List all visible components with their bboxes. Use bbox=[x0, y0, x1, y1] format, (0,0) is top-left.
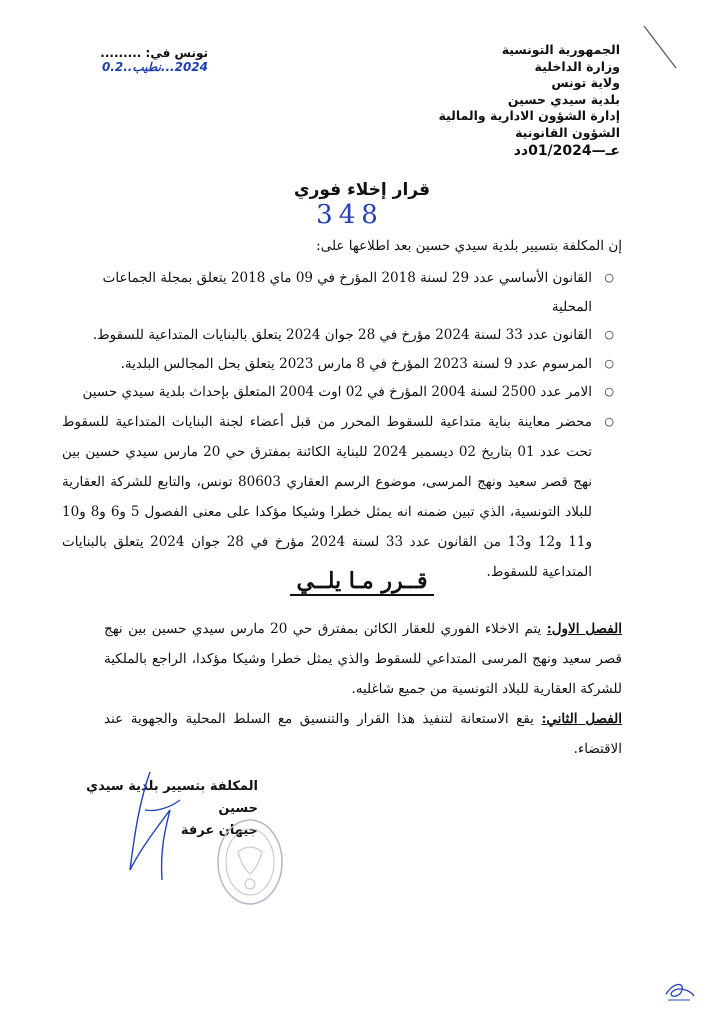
list-item-text: القانون عدد 33 لسنة 2024 مؤرخ في 28 جوان 2024 يتعلق بالبنايات المتداعية للسقوط. bbox=[92, 327, 592, 343]
letterhead-line: وزارة الداخلية bbox=[534, 58, 620, 74]
list-item-text: محضر معاينة بناية متداعية للسقوط المحرر من قبل أعضاء لجنة البنايات المتداعية للسقوط تحت عدد 01 بتاريخ 02 ديسمبر 2024 للبناية الكائنة بمفترق حي 20 مارس سيدي حسين بين نهج قصر سعيد ونهج المرسى، موضوع الرسم العقاري 80603 تونس، والتابع للشركة العقارية للبلاد التونسية، الذي تبين ضمنه انه يمثل خطرا وشيكا مؤكدا على معنى الفصول 5 و6 و8 و10 و11 و12 و13 من القانون عدد 33 لسنة 2024 مؤرخ في 28 جوان 2024 يتعلق بالبنايات المتداعية للسقوط. bbox=[62, 413, 592, 580]
article-2-text: يقع الاستعانة لتنفيذ هذا القرار والتنسيق مع السلط المحلية والجهوية عند الاقتضاء. bbox=[104, 711, 622, 757]
list-item bbox=[62, 350, 614, 379]
considerations-list bbox=[62, 264, 614, 587]
list-item-text: الامر عدد 2500 لسنة 2004 المؤرخ في 02 اوت 2004 المتعلق بإحداث بلدية سيدي حسين bbox=[82, 384, 592, 400]
date-dots: ......... bbox=[100, 46, 142, 60]
letterhead-line: ولاية تونس bbox=[551, 75, 620, 90]
letterhead-line: بلدية سيدي حسين bbox=[507, 91, 620, 107]
date-label: تونس في: bbox=[145, 46, 208, 60]
article-2 bbox=[104, 704, 622, 764]
letterhead bbox=[360, 42, 620, 160]
handwritten-number: 348 bbox=[316, 200, 384, 230]
circle-bullet-icon: ○ bbox=[604, 385, 614, 398]
reference-number: عـ—01/2024دد bbox=[513, 143, 620, 159]
list-item bbox=[62, 264, 614, 321]
handwritten-signature bbox=[110, 770, 200, 890]
decision-heading-text: قــرر مـا يلــي bbox=[290, 568, 433, 596]
list-item-text: القانون الأساسي عدد 29 لسنة 2018 المؤرخ في 09 ماي 2018 يتعلق بمجلة الجماعات المحلية bbox=[102, 270, 592, 315]
circle-bullet-icon: ○ bbox=[604, 356, 614, 370]
list-item-text: المرسوم عدد 9 لسنة 2023 المؤرخ في 8 مارس 2023 يتعلق بحل المجالس البلدية. bbox=[120, 355, 592, 372]
official-seal-stamp bbox=[210, 812, 290, 912]
intro-text: إن المكلفة بتسيير بلدية سيدي حسين بعد اطلاعها على: bbox=[316, 238, 622, 254]
letterhead-line: إدارة الشؤون الادارية والمالية bbox=[438, 108, 620, 123]
document-title: قرار إخلاء فوري bbox=[294, 180, 430, 200]
article-2-label: الفصل الثاني: bbox=[541, 711, 623, 727]
letterhead-line: الشؤون القانونية bbox=[515, 124, 620, 140]
article-1 bbox=[104, 614, 622, 704]
signatory-name: جيهان عرفة bbox=[180, 823, 258, 838]
circle-bullet-icon: ○ bbox=[604, 414, 614, 428]
list-item bbox=[62, 407, 614, 587]
date-value: 2024...نطيب..0.2 bbox=[101, 60, 208, 74]
decision-heading bbox=[0, 568, 724, 594]
circle-bullet-icon: ○ bbox=[604, 328, 614, 341]
article-1-label: الفصل الاول: bbox=[546, 621, 622, 637]
letterhead-line: الجمهورية التونسية bbox=[501, 42, 620, 57]
list-item bbox=[62, 378, 614, 407]
signatory-title: المكلفة بتسيير بلدية سيدي حسين bbox=[86, 779, 258, 816]
corner-pen-mark bbox=[640, 22, 680, 72]
date-line bbox=[48, 46, 208, 74]
list-item bbox=[62, 321, 614, 350]
circle-bullet-icon: ○ bbox=[604, 271, 614, 284]
page-initial-mark bbox=[660, 976, 700, 1006]
article-1-text: يتم الاخلاء الفوري للعقار الكائن بمفترق حي 20 مارس سيدي حسين بين نهج قصر سعيد ونهج المرسى المتداعي للسقوط والذي يمثل خطرا وشيكا مؤكدا، الراجع بالملكية للشركة العقارية للبلاد التونسية من جميع شاغليه. bbox=[104, 621, 622, 697]
